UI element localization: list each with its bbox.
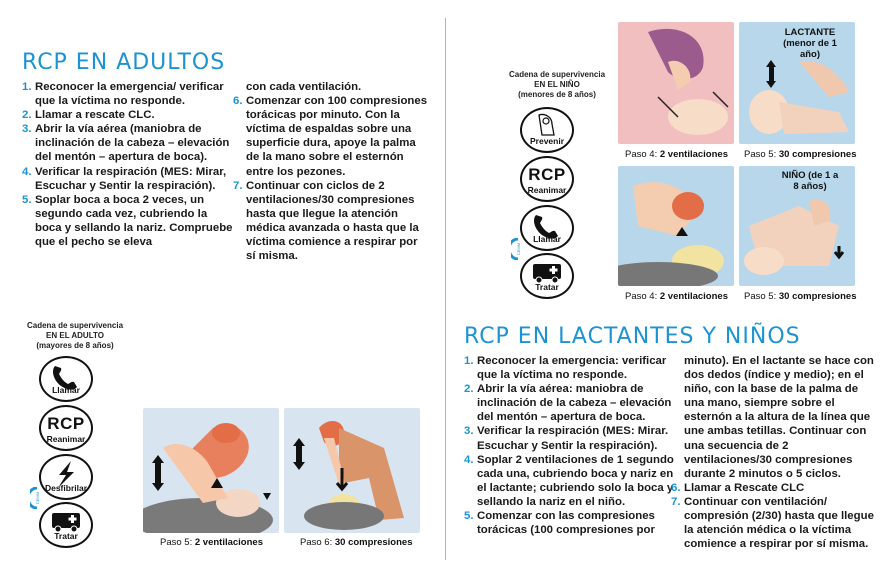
chain-link-cpr-child: RCP Reanimar	[520, 156, 574, 202]
chain-link-prevent: Prevenir	[520, 107, 574, 153]
infant-ventilation-illustration	[618, 22, 734, 144]
adults-title: RCP EN ADULTOS	[22, 50, 226, 75]
adult-caption-step6: Paso 6: 30 compresiones	[300, 537, 413, 548]
cemm-badge-icon	[30, 487, 44, 509]
adults-steps-col2	[233, 80, 429, 263]
adults-steps-col1	[22, 80, 234, 249]
child-caption-step5: Paso 5: 30 compresiones	[744, 291, 857, 302]
cemm-badge-icon	[511, 238, 525, 260]
list-item: 1. Reconocer la emergencia: verificar que la víctima no responde.	[464, 355, 667, 382]
list-item: 7. Continuar con ventilación/ compresión (2/30) hasta que llegue la atención médica o la víctima comience a respirar por sí misma.	[671, 495, 874, 551]
chain-link-treat: Tratar	[39, 502, 93, 548]
adult-compression-illustration	[284, 408, 420, 533]
list-item: 7. Continuar con ciclos de 2 ventilaciones/30 compresiones hasta que llegue la atención médica avanzada o hasta que la víctima comience a respirar por sí misma.	[233, 179, 419, 263]
svg-text:CEMM: CEMM	[516, 242, 521, 256]
infant-caption-step5: Paso 5: 30 compresiones	[744, 149, 857, 160]
list-item: 4. Verificar la respiración (MES: Mirar, Escuchar y Sentir la respiración).	[22, 165, 227, 192]
page-divider	[445, 18, 446, 560]
list-item: 6. Comenzar con 100 compresiones torácicas por minuto. Con la víctima de espaldas sobre una superficie dura, apoye la palma de la mano sobre el esternón entre los pezones.	[233, 95, 428, 178]
chain-link-call-child: Llamar	[520, 205, 574, 251]
children-steps-col1	[464, 354, 674, 537]
list-item: 3. Verificar la respiración (MES: Mirar. Escuchar y Sentir la respiración).	[464, 425, 669, 452]
adult-chain-title: Cadena de supervivencia EN EL ADULTO (mayores de 8 años)	[26, 321, 124, 350]
chain-link-treat-child: Tratar	[520, 253, 574, 299]
children-steps-col2	[671, 354, 876, 551]
list-item: 3. Abrir la vía aérea (maniobra de inclinación de la cabeza – elevación del mentón – apertura de boca).	[22, 123, 230, 164]
list-item: 5. Soplar boca a boca 2 veces, un segundo cada vez, cubriendo la boca y sellando la nariz. Compruebe que el pecho se eleva	[22, 193, 233, 249]
child-chain-title: Cadena de supervivencia EN EL NIÑO (menores de 8 años)	[508, 70, 606, 99]
child-ventilation-illustration	[618, 166, 734, 286]
list-item: 1. Reconocer la emergencia/ verificar que la víctima no responde.	[22, 81, 224, 108]
svg-text:CEMM: CEMM	[35, 491, 40, 505]
child-age-label: NIÑO (de 1 a 8 años)	[781, 170, 839, 192]
list-item: 2. Llamar a rescate CLC.	[22, 109, 155, 122]
list-item: 2. Abrir la vía aérea: maniobra de inclinación de la cabeza – elevación del mentón – apertura de boca.	[464, 383, 672, 424]
infant-caption-step4: Paso 4: 2 ventilaciones	[625, 149, 728, 160]
step-continuation: con cada ventilación.	[246, 81, 362, 93]
list-item: 6. Llamar a Rescate CLC	[671, 481, 805, 494]
step-continuation: minuto). En el lactante se hace con dos dedos (índice y medio); en el niño, con la base de la palma de una mano, siempre sobre el esternón a la altura de la línea que une ambas tetillas. Continuar con una secuencia de 2 ventilaciones/30 compresiones durante 2 minutos o 5 ciclos.	[684, 355, 874, 480]
infant-age-label: LACTANTE (menor de 1 año)	[783, 27, 837, 60]
chain-link-call: Llamar	[39, 356, 93, 402]
list-item: 4. Soplar 2 ventilaciones de 1 segundo cada una, cubriendo boca y nariz en el lactante; cubriendo solo la boca y sellando la nariz en el niño.	[464, 453, 674, 508]
list-item: 5. Comenzar con las compresiones torácicas (100 compresiones por	[464, 510, 655, 537]
chain-link-defibrillate: Desfibrilar	[39, 454, 93, 500]
children-title: RCP EN LACTANTES Y NIÑOS	[464, 324, 801, 349]
child-caption-step4: Paso 4: 2 ventilaciones	[625, 291, 728, 302]
adult-caption-step5: Paso 5: 2 ventilaciones	[160, 537, 263, 548]
adult-ventilation-illustration	[143, 408, 279, 533]
chain-link-cpr: RCP Reanimar	[39, 405, 93, 451]
